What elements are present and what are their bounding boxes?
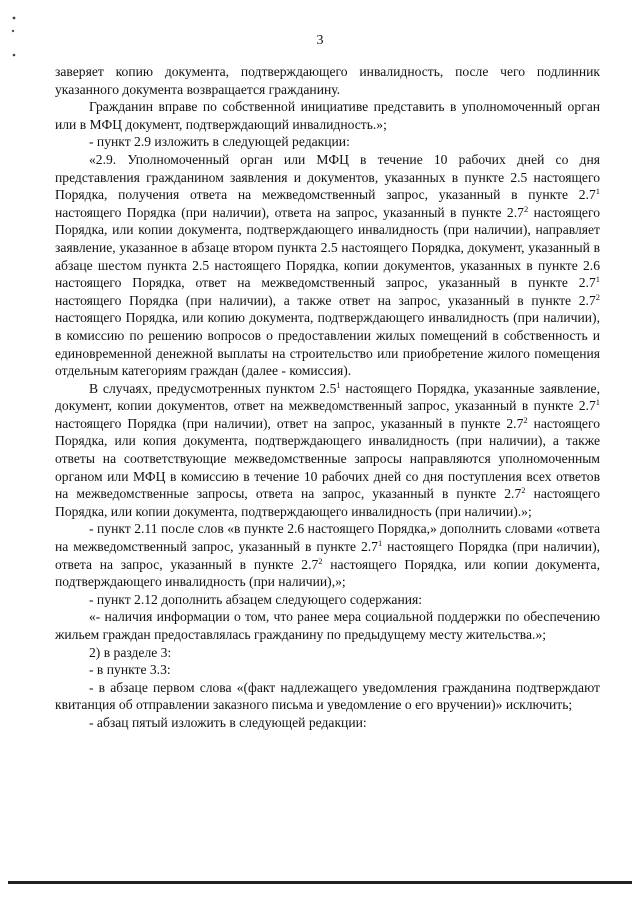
paragraph-6 xyxy=(55,520,600,590)
paragraph-2 xyxy=(55,98,600,133)
paragraph-9 xyxy=(55,644,600,662)
paragraph-text: - абзац пятый изложить в следующей редакции: xyxy=(89,714,367,730)
superscript-index: 2 xyxy=(523,414,528,425)
paragraph-8 xyxy=(55,608,600,643)
paragraph-text: Гражданин вправе по собственной инициативе представить в уполномоченный орган или в МФЦ документ, подтверждающий инвалидность.»; xyxy=(55,99,600,132)
paragraph-text: В случаях, предусмотренных пунктом 2.5 xyxy=(89,380,337,396)
superscript-index: 2 xyxy=(523,203,529,214)
paragraph-text: настоящего Порядка, или копии документа, подтверждающего инвалидность (при наличии).»; xyxy=(55,486,600,519)
paragraph-text: - пункт 2.12 дополнить абзацем следующего содержания: xyxy=(89,591,423,607)
paragraph-4 xyxy=(55,151,600,380)
paragraph-text: - пункт 2.9 изложить в следующей редакции: xyxy=(89,134,350,150)
document-body xyxy=(55,63,600,732)
paragraph-text: заверяет копию документа, подтверждающего инвалидность, после чего подлинник указанного документа возвращается гражданину. xyxy=(55,64,600,97)
paragraph-11 xyxy=(55,679,600,714)
paragraph-text: «2.9. Уполномоченный орган или МФЦ в течение 10 рабочих дней со дня представления гражданином заявления и документов, указанных в пункте 2.5 настоящего Порядка, получения ответа на межведомственный запрос, указанный в пункте 2.7 xyxy=(55,151,600,203)
paragraph-text: настоящего Порядка (при наличии), ответа на запрос, указанный в пункте 2.7 xyxy=(55,204,524,220)
paragraph-12 xyxy=(55,714,600,732)
paragraph-text: настоящего Порядка (при наличии), ответ на запрос, указанный в пункте 2.7 xyxy=(55,415,524,431)
superscript-index: 2 xyxy=(521,485,526,496)
superscript-index: 1 xyxy=(336,379,341,390)
superscript-index: 1 xyxy=(595,397,600,408)
superscript-index: 1 xyxy=(595,274,600,285)
superscript-index: 1 xyxy=(377,538,383,549)
paragraph-text: настоящего Порядка, или копии документа, подтверждающего инвалидность (при наличии), направляет заявление, указанное в абзаце втором пункта 2.5 настоящего Порядка, документ, указанный в абзаце шестом пункта 2.5 настоящего Порядка, копии документов, указанных в пункте 2.6 настоящего Порядка, ответ на межведомственный запрос, указанный в пункте 2.7 xyxy=(55,204,600,291)
paragraph-text: настоящего Порядка (при наличии), ответа на запрос, указанный в пункте 2.7 xyxy=(55,539,600,572)
paragraph-3 xyxy=(55,133,600,151)
paragraph-5 xyxy=(55,380,600,521)
paragraph-text: настоящего Порядка (при наличии), а также ответ на запрос, указанный в пункте 2.7 xyxy=(55,292,596,308)
paragraph-text: настоящего Порядка, указанные заявление, документ, копии документов, ответ на межведомственный запрос, указанный в пункте 2.7 xyxy=(55,380,600,414)
bottom-scan-edge xyxy=(8,881,632,884)
paragraph-text: настоящего Порядка, или копии документа, подтверждающего инвалидность (при наличии),»; xyxy=(55,556,600,590)
paragraph-text: - пункт 2.11 после слов «в пункте 2.6 настоящего Порядка,» дополнить словами «ответа на межведомственный запрос, указанный в пункте 2.7 xyxy=(55,521,600,555)
paragraph-text: - в пункте 3.3: xyxy=(89,662,171,678)
paragraph-7 xyxy=(55,591,600,609)
paragraph-text: настоящего Порядка, или копия документа, подтверждающего инвалидность (при наличии), а также ответы на соответствующие межведомственные запросы направляются уполномоченным органом или МФЦ в комиссию в течение 10 рабочих дней со дня поступления всех ответов на межведомственные запросы, ответа на запрос, указанный в пункте 2.7 xyxy=(55,415,601,502)
page-number: 3 xyxy=(316,33,324,48)
superscript-index: 2 xyxy=(595,291,600,302)
superscript-index: 2 xyxy=(318,555,323,566)
paragraph-text: настоящего Порядка, или копию документа, подтверждающего инвалидность (при наличии), в комиссию по решению вопросов о предоставлении жилых помещений в собственность и единовременной денежной выплаты на строительство или приобретение жилого помещения отдельным категориям граждан (далее - комиссия). xyxy=(55,310,600,379)
paragraph-text: 2) в разделе 3: xyxy=(89,644,172,660)
superscript-index: 1 xyxy=(595,186,600,197)
paragraph-10 xyxy=(55,661,600,679)
paragraph-text: - в абзаце первом слова «(факт надлежащего уведомления гражданина подтверждают квитанция об отправлении заказного письма и уведомление о его вручении)» исключить; xyxy=(55,679,600,713)
paragraph-1 xyxy=(55,63,600,98)
paragraph-text: «- наличия информации о том, что ранее мера социальной поддержки по обеспечению жильем граждан предоставлялась гражданину по предыдущему месту жительства.»; xyxy=(55,609,600,642)
